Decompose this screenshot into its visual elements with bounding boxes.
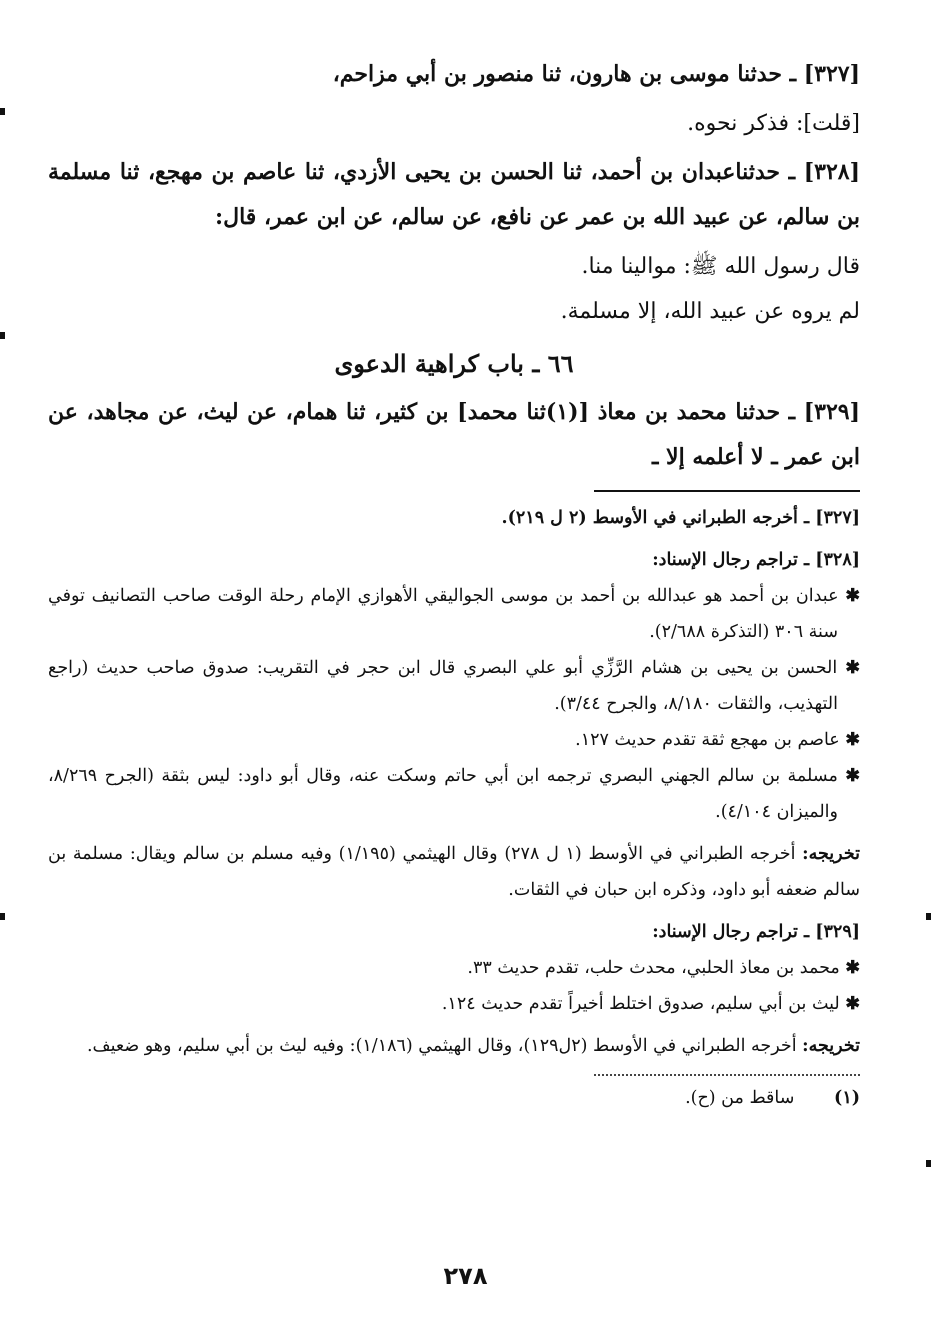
note-327: [٣٢٧] ـ أخرجه الطبراني في الأوسط (٢ ل ٢١٩). — [501, 508, 860, 528]
notes-separator — [594, 490, 860, 492]
commentary-notes — [48, 500, 860, 1064]
star-bullet-icon: ✱ — [845, 994, 860, 1014]
narrator-text: مسلمة بن سالم الجهني البصري ترجمه ابن أبي حاتم وسكت عنه، وقال أبو داود: ليس بثقة (الجرح ٨/٢٦٩، والميزان ٤/١٠٤). — [48, 766, 838, 822]
star-bullet-icon: ✱ — [845, 958, 860, 978]
takhrij-label: تخريجه: — [802, 844, 860, 864]
hadith-328: [٣٢٨] ـ حدثناعبدان بن أحمد، ثنا الحسن بن يحيى الأزدي، ثنا عاصم بن مهجع، ثنا مسلمة بن سالم، عن عبيد الله بن عمر عن نافع، عن سالم، عن ابن عمر، قال: — [48, 159, 860, 230]
note-328 — [48, 542, 860, 908]
chapter-heading: ٦٦ ـ باب كراهية الدعوى — [334, 349, 574, 378]
star-bullet-icon: ✱ — [845, 730, 860, 750]
note-328-narrator-2 — [48, 650, 860, 722]
note-328-narrator-1 — [48, 578, 860, 650]
hadith-329: [٣٢٩] ـ حدثنا محمد بن معاذ [(١)ثنا محمد] بن كثير، ثنا همام، عن ليث، عن مجاهد، عن ابن عمر ـ لا أعلمه إلا ـ — [48, 399, 860, 470]
page-number: ٢٧٨ — [443, 1262, 488, 1290]
star-bullet-icon: ✱ — [845, 766, 860, 786]
document-page — [48, 52, 860, 1116]
narrator-text: ليث بن أبي سليم، صدوق اختلط أخيراً تقدم حديث ١٢٤. — [441, 994, 840, 1014]
scan-margin-mark — [0, 913, 5, 920]
takhrij-text: أخرجه الطبراني في الأوسط (٢ل١٢٩)، وقال الهيثمي (١/١٨٦): وفيه ليث بن أبي سليم، وهو ضعيف. — [86, 1036, 797, 1056]
footnote-number: (١) — [834, 1088, 860, 1108]
note-329-narrator-1 — [48, 950, 860, 986]
takhrij-label: تخريجه: — [802, 1036, 860, 1056]
hadith-328-matn: قال رسول الله ﷺ: موالينا منا. — [581, 254, 860, 279]
hadith-328-remark: لم يروه عن عبيد الله، إلا مسلمة. — [560, 299, 860, 324]
star-bullet-icon: ✱ — [845, 586, 860, 606]
scan-margin-mark — [0, 332, 5, 339]
note-328-narrator-4 — [48, 758, 860, 830]
note-329-heading: [٣٢٩] ـ تراجم رجال الإسناد: — [652, 922, 860, 942]
narrator-text: الحسن بن يحيى بن هشام الرَّزِّي أبو علي البصري قال ابن حجر في التقريب: صدوق صاحب حديث (راجع التهذيب، والثقات ٨/١٨٠، والجرح ٣/٤٤). — [48, 658, 838, 714]
note-329 — [48, 914, 860, 1064]
note-329-takhrij — [48, 1028, 860, 1064]
footnote-text: ساقط من (ح). — [685, 1088, 795, 1108]
scan-margin-mark — [926, 1160, 931, 1167]
takhrij-text: أخرجه الطبراني في الأوسط (١ ل ٢٧٨) وقال الهيثمي (١/١٩٥) وفيه مسلم بن سالم ويقال: مسلمة بن سالم ضعفه أبو داود، وذكره ابن حبان في الثقات. — [48, 844, 860, 900]
note-329-narrator-2 — [48, 986, 860, 1022]
scan-margin-mark — [926, 913, 931, 920]
note-328-takhrij — [48, 836, 860, 908]
scan-margin-mark — [0, 108, 5, 115]
narrator-text: محمد بن معاذ الحلبي، محدث حلب، تقدم حديث ٣٣. — [467, 958, 840, 978]
star-bullet-icon: ✱ — [845, 658, 860, 678]
footnote-separator — [594, 1074, 860, 1076]
hadith-327: [٣٢٧] ـ حدثنا موسى بن هارون، ثنا منصور بن أبي مزاحم، — [332, 61, 860, 87]
narrator-text: عاصم بن مهجع ثقة تقدم حديث ١٢٧. — [575, 730, 840, 750]
narrator-text: عبدان بن أحمد هو عبدالله بن أحمد بن موسى الجواليقي الأهوازي الإمام رحلة الوقت صاحب التصانيف توفي سنة ٣٠٦ (التذكرة ٢/٦٨٨). — [48, 586, 839, 642]
main-text — [48, 52, 860, 480]
hadith-327-comment: [قلت]: فذكر نحوه. — [687, 111, 860, 136]
note-328-heading: [٣٢٨] ـ تراجم رجال الإسناد: — [652, 550, 860, 570]
footnote — [48, 1080, 860, 1116]
note-328-narrator-3 — [48, 722, 860, 758]
